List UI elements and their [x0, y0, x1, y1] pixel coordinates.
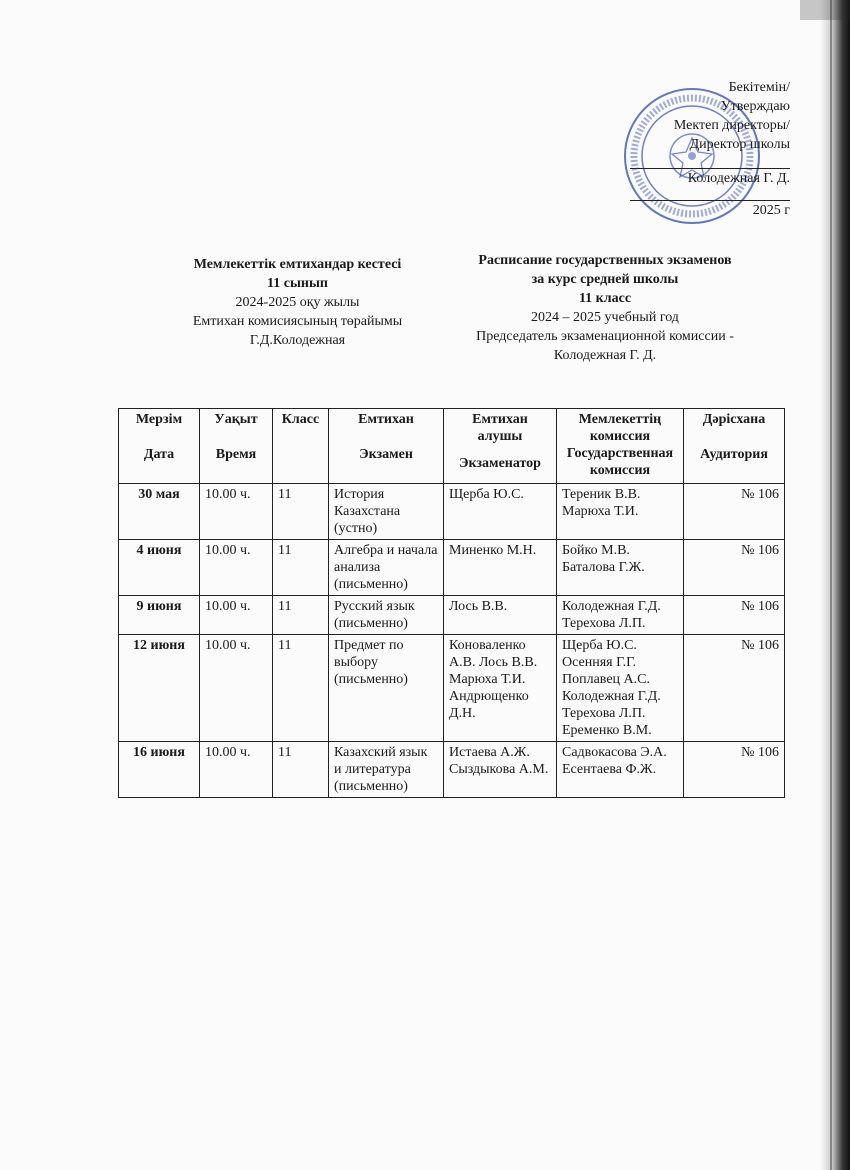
scan-shadow-top — [800, 0, 850, 20]
heading-kz-chair-label: Емтихан комисиясының төрайымы — [192, 314, 403, 329]
cell-class: 11 — [273, 540, 329, 596]
approval-kz: Бекітемін/ — [728, 80, 790, 95]
approval-block — [630, 78, 790, 220]
cell-exam: Казахский язык и литература (письменно) — [329, 742, 444, 798]
cell-date: 12 июня — [119, 635, 200, 742]
table-row — [119, 484, 785, 540]
cell-time: 10.00 ч. — [200, 742, 273, 798]
cell-examiner: Коноваленко А.В. Лось В.В. Марюха Т.И. Андрющенко Д.Н. — [444, 635, 557, 742]
cell-exam: Русский язык (письменно) — [329, 596, 444, 635]
heading-ru-title: Расписание государственных экзаменов — [478, 253, 732, 268]
heading-ru-chair-name: Колодежная Г. Д. — [553, 348, 657, 363]
cell-examiner: Лось В.В. — [444, 596, 557, 635]
heading-kz-grade: 11 сынып — [267, 276, 328, 291]
cell-exam: Предмет по выбору (письменно) — [329, 635, 444, 742]
cell-class: 11 — [273, 484, 329, 540]
cell-date: 9 июня — [119, 596, 200, 635]
heading-kz-chair-name: Г.Д.Колодежная — [249, 333, 346, 348]
cell-examiner: Миненко М.Н. — [444, 540, 557, 596]
table-header-row — [119, 409, 785, 484]
approval-ru: Утверждаю — [720, 99, 790, 114]
header-date: Мерзім Дата — [119, 409, 200, 484]
heading-kazakh — [150, 255, 445, 350]
cell-date: 30 мая — [119, 484, 200, 540]
heading-kz-title: Мемлекеттік емтихандар кестесі — [193, 257, 402, 272]
cell-room: № 106 — [684, 742, 785, 798]
cell-commission: Бойко М.В. Баталова Г.Ж. — [557, 540, 684, 596]
table-row — [119, 596, 785, 635]
header-class: Класс — [273, 409, 329, 484]
header-exam: Емтихан Экзамен — [329, 409, 444, 484]
director-name: Колодежная Г. Д. — [687, 171, 790, 186]
cell-class: 11 — [273, 596, 329, 635]
heading-ru-year: 2024 – 2025 учебный год — [531, 310, 679, 325]
table-row — [119, 540, 785, 596]
header-commission: Мемлекеттің комиссия Государственная комиссия — [557, 409, 684, 484]
header-time: Уақыт Время — [200, 409, 273, 484]
cell-commission: Щерба Ю.С. Осенняя Г.Г. Поплавец А.С. Колодежная Г.Д. Терехова Л.П. Еременко В.М. — [557, 635, 684, 742]
scan-shadow-line — [830, 0, 832, 1170]
cell-time: 10.00 ч. — [200, 540, 273, 596]
cell-date: 4 июня — [119, 540, 200, 596]
exam-schedule-table — [118, 408, 785, 798]
cell-commission: Тереник В.В. Марюха Т.И. — [557, 484, 684, 540]
cell-class: 11 — [273, 635, 329, 742]
cell-class: 11 — [273, 742, 329, 798]
approval-year: 2025 г — [752, 203, 790, 218]
director-ru: Директор школы — [689, 137, 790, 152]
header-room: Дәрісхана Аудитория — [684, 409, 785, 484]
director-kz: Мектеп директоры/ — [673, 118, 790, 133]
heading-ru-chair-label: Председатель экзаменационной комиссии - — [476, 329, 734, 344]
cell-examiner: Истаева А.Ж. Сыздыкова А.М. — [444, 742, 557, 798]
scan-shadow-edge — [820, 0, 850, 1170]
heading-ru-grade: 11 класс — [578, 291, 632, 306]
cell-room: № 106 — [684, 540, 785, 596]
cell-commission: Колодежная Г.Д. Терехова Л.П. — [557, 596, 684, 635]
cell-examiner: Щерба Ю.С. — [444, 484, 557, 540]
heading-russian — [440, 251, 770, 365]
cell-time: 10.00 ч. — [200, 596, 273, 635]
cell-commission: Садвокасова Э.А. Есентаева Ф.Ж. — [557, 742, 684, 798]
cell-room: № 106 — [684, 484, 785, 540]
header-examiner: Емтихан алушы Экзаменатор — [444, 409, 557, 484]
table-row — [119, 635, 785, 742]
heading-ru-subtitle: за курс средней школы — [531, 272, 679, 287]
cell-room: № 106 — [684, 596, 785, 635]
cell-exam: История Казахстана (устно) — [329, 484, 444, 540]
cell-room: № 106 — [684, 635, 785, 742]
cell-time: 10.00 ч. — [200, 635, 273, 742]
table-row — [119, 742, 785, 798]
cell-date: 16 июня — [119, 742, 200, 798]
cell-exam: Алгебра и начала анализа (письменно) — [329, 540, 444, 596]
heading-kz-year: 2024-2025 оқу жылы — [235, 295, 360, 310]
cell-time: 10.00 ч. — [200, 484, 273, 540]
